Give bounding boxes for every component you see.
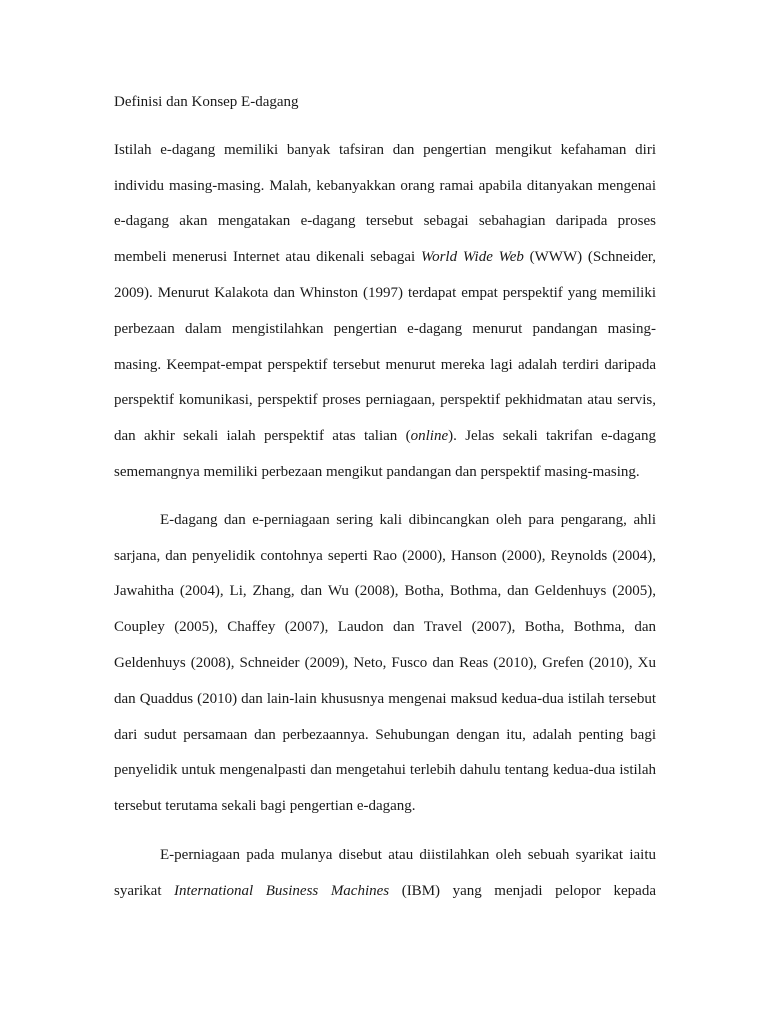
paragraph-line (114, 881, 656, 901)
text-run: membeli menerusi Internet atau dikenali sebagai (114, 249, 421, 265)
paragraph-line (114, 426, 656, 446)
paragraph-line: perbezaan dalam mengistilahkan pengertian e-dagang menurut pandangan masing- (114, 321, 656, 337)
paragraph-line: sememangnya memiliki perbezaan mengikut pandangan dan perspektif masing-masing. (114, 464, 640, 480)
paragraph-line: Jawahitha (2004), Li, Zhang, dan Wu (2008), Botha, Bothma, dan Geldenhuys (2005), (114, 583, 656, 599)
paragraph-line: 2009). Menurut Kalakota dan Whinston (1997) terdapat empat perspektif yang memiliki (114, 285, 656, 301)
italic-term: World Wide Web (420, 249, 524, 265)
paragraph-line: E-perniagaan pada mulanya disebut atau diistilahkan oleh sebuah syarikat iaitu (160, 847, 656, 863)
italic-term: online (410, 428, 449, 444)
text-run: syarikat (114, 883, 175, 899)
paragraph-line: Geldenhuys (2008), Schneider (2009), Neto, Fusco dan Reas (2010), Grefen (2010), Xu (114, 655, 656, 671)
text-run: (WWW) (Schneider, (523, 249, 656, 265)
text-run: dan akhir sekali ialah perspektif atas talian ( (114, 428, 411, 444)
paragraph-line: individu masing-masing. Malah, kebanyakkan orang ramai apabila ditanyakan mengenai (114, 178, 656, 194)
paragraph-line: Coupley (2005), Chaffey (2007), Laudon dan Travel (2007), Botha, Bothma, dan (114, 619, 656, 635)
text-run: (IBM) yang menjadi pelopor kepada (389, 883, 657, 899)
text-run: ). Jelas sekali takrifan e-dagang (448, 428, 656, 444)
paragraph-line (114, 247, 656, 267)
paragraph-line: E-dagang dan e-perniagaan sering kali dibincangkan oleh para pengarang, ahli (160, 512, 656, 528)
paragraph-line: masing. Keempat-empat perspektif tersebut menurut mereka lagi adalah terdiri daripada (114, 357, 656, 373)
paragraph-line: Istilah e-dagang memiliki banyak tafsiran dan pengertian mengikut kefahaman diri (114, 142, 656, 158)
paragraph-line: penyelidik untuk mengenalpasti dan mengetahui terlebih dahulu tentang kedua-dua istilah (114, 762, 656, 778)
paragraph-line: e-dagang akan mengatakan e-dagang tersebut sebagai sebahagian daripada proses (114, 213, 656, 229)
paragraph-line: dan Quaddus (2010) dan lain-lain khususnya mengenai maksud kedua-dua istilah tersebut (114, 691, 656, 707)
paragraph-line: perspektif komunikasi, perspektif proses perniagaan, perspektif pekhidmatan atau servis, (114, 392, 656, 408)
paragraph-line: sarjana, dan penyelidik contohnya seperti Rao (2000), Hanson (2000), Reynolds (2004), (114, 548, 656, 564)
paragraph-line: tersebut terutama sekali bagi pengertian e-dagang. (114, 798, 416, 814)
page-title: Definisi dan Konsep E-dagang (114, 94, 299, 110)
italic-term: International Business Machines (174, 883, 390, 899)
paragraph-line: dari sudut persamaan dan perbezaannya. Sehubungan dengan itu, adalah penting bagi (114, 727, 656, 743)
